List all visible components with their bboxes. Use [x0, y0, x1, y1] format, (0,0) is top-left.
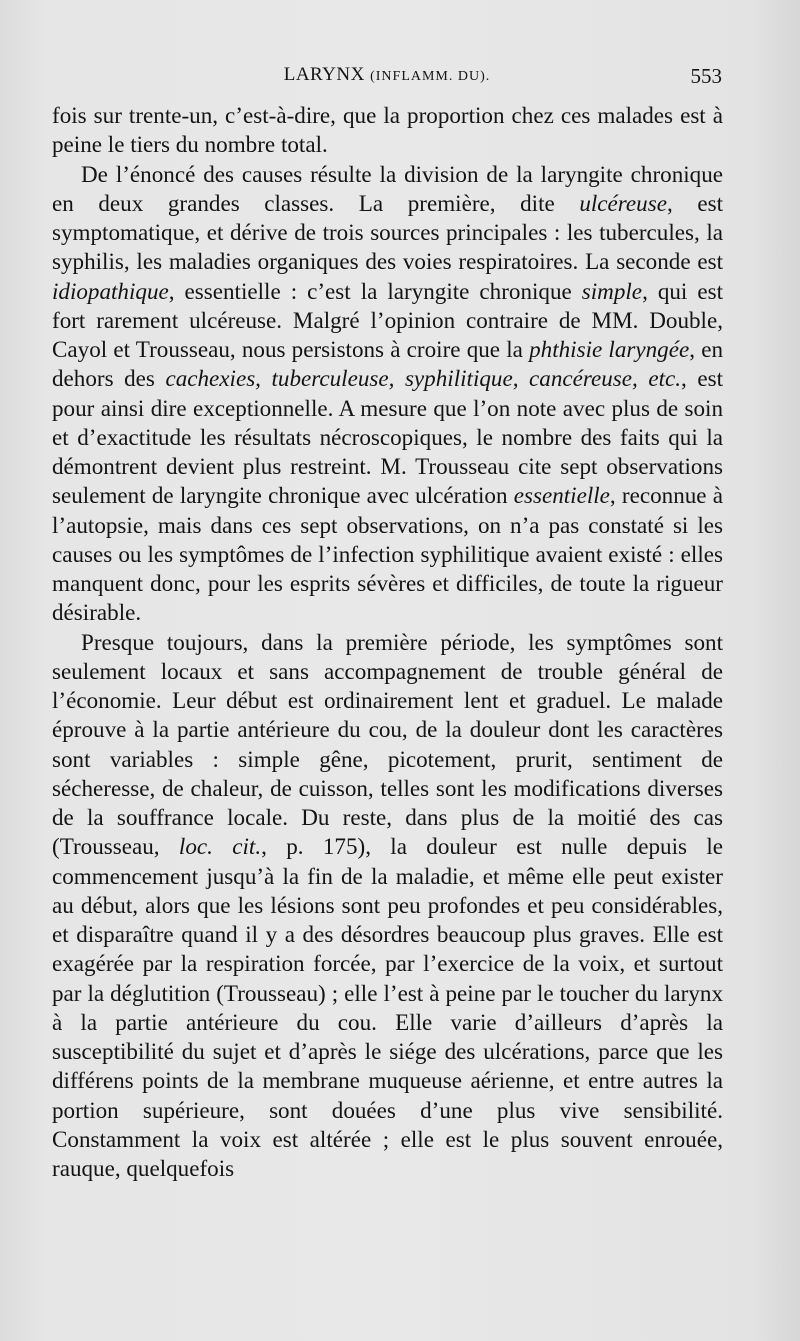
paragraph	[52, 160, 723, 628]
italic-text: cachexies, tuberculeuse, syphilitique, cancéreuse, etc.	[165, 365, 682, 392]
paragraph	[52, 628, 723, 1184]
text-run: , essentielle : c’est la laryngite chronique	[168, 277, 582, 304]
running-title	[52, 64, 722, 86]
italic-text: essentielle	[513, 482, 610, 509]
text-run: fois sur trente-un, c’est-à-dire, que la proportion chez ces malades est à peine le tiers du nombre total.	[52, 102, 723, 158]
text-run: De l’énoncé des causes résulte la division de la laryngite chronique en deux grandes classes. La première, dite	[52, 160, 723, 216]
italic-text: simple	[581, 277, 643, 304]
text-run: , est symptomatique, et dérive de trois sources principales : les tubercules, la syphilis, les maladies organiques des voies respiratoires. La seconde est	[52, 189, 723, 275]
running-title-main: LARYNX	[283, 64, 365, 85]
text-run: , qui est fort rarement ulcéreuse. Malgré l’opinion contraire de MM. Double, Cayol et Trousseau, nous persistons à croire que la	[52, 277, 723, 362]
text-run: , p. 175), la douleur est nulle depuis le commencement jusqu’à la fin de la maladie, et même elle peut exister au début, alors que les lésions sont peu profondes et peu considérables, et disparaître quand il y a des désordres beaucoup plus graves. Elle est exagérée par la respiration forcée, par l’exercice de la voix, et surtout par la déglutition (Trousseau) ; elle l’est à peine par le toucher du larynx à la partie antérieure du cou. Elle varie d’ailleurs d’après la susceptibilité du sujet et d’après le siége des ulcérations, parce que les différens points de la membrane muqueuse aérienne, et entre autres la portion supérieure, sont douées d’une plus vive sensibilité. Constamment la voix est altérée ; elle est le plus souvent enrouée, rauque, quelquefois	[52, 833, 723, 1181]
paragraph	[52, 101, 723, 160]
body-text	[52, 101, 723, 1183]
italic-text: phthisie laryngée	[529, 336, 690, 362]
running-title-sub: (INFLAMM. DU).	[370, 69, 491, 84]
text-run: , en dehors des	[52, 336, 723, 392]
text-run: , reconnue à l’autopsie, mais dans ces sept observations, on n’a pas constaté si les causes ou les symptômes de l’infection syphilitique avaient existé : elles manquent donc, pour les esprits sévères et difficiles, de toute la rigueur désirable.	[52, 482, 723, 626]
italic-text: loc. cit.	[178, 833, 262, 860]
running-head	[52, 64, 722, 94]
text-run: , est pour ainsi dire exceptionnelle. A mesure que l’on note avec plus de soin et d’exactitude les résultats nécroscopiques, le nombre des faits qui la démontrent devient plus restreint. M. Trousseau cite sept observations seulement de laryngite chronique avec ulcération	[52, 365, 723, 509]
text-run: Presque toujours, dans la première période, les symptômes sont seulement locaux et sans accompagnement de trouble général de l’économie. Leur début est ordinairement lent et graduel. Le malade éprouve à la partie antérieure du cou, de la douleur dont les caractères sont variables : simple gêne, picotement, prurit, sentiment de sécheresse, de chaleur, de cuisson, telles sont les modifications diverses de la souffrance locale. Du reste, dans plus de la moitié des cas (Trousseau,	[52, 628, 723, 860]
italic-text: idiopathique	[52, 277, 169, 304]
italic-text: ulcéreuse	[579, 189, 667, 216]
page-number: 553	[690, 64, 722, 88]
